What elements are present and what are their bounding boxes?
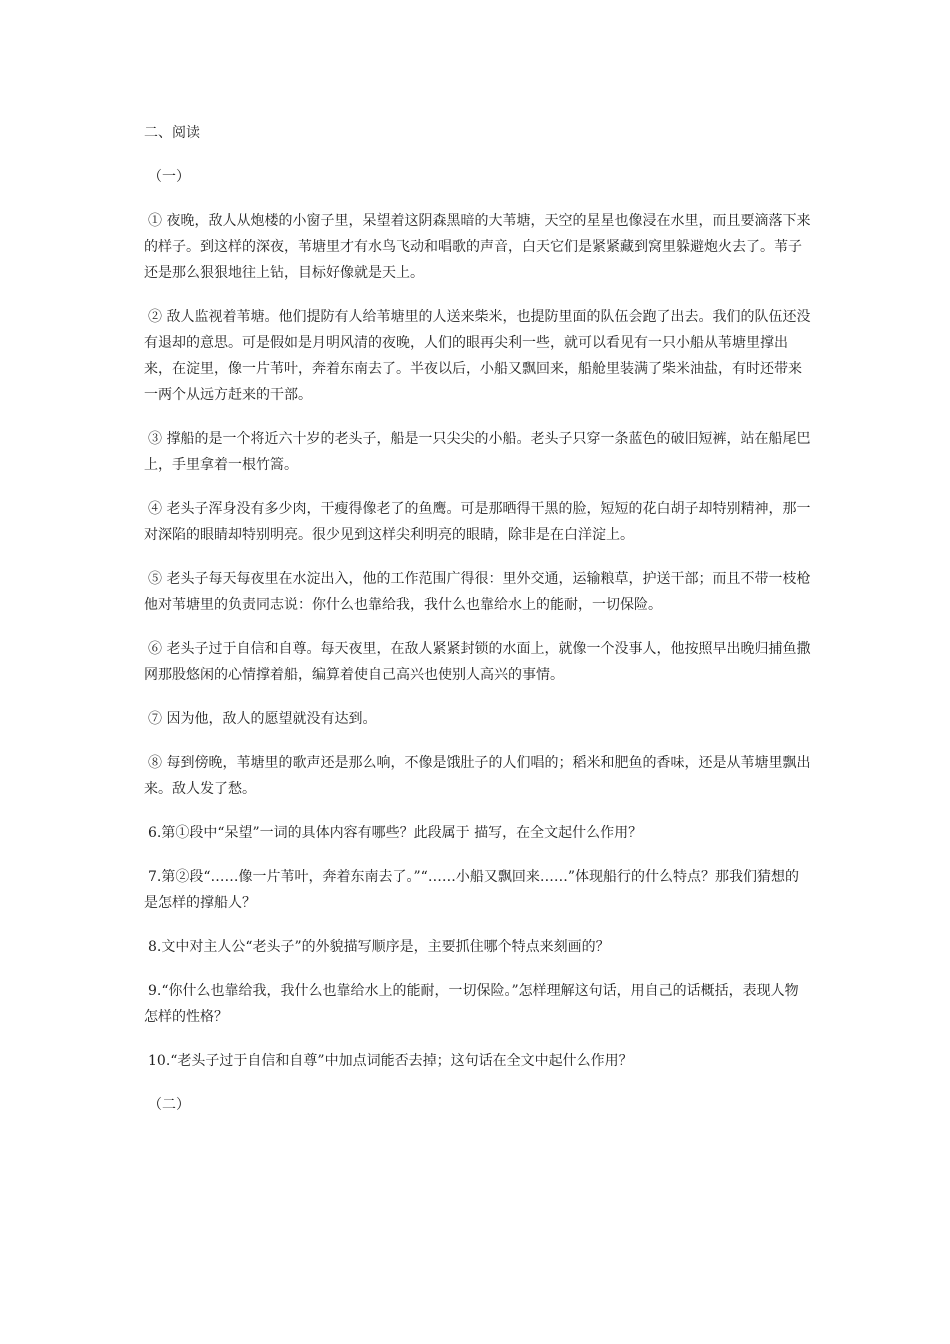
- section-title: 二、阅读: [144, 125, 200, 141]
- paragraph-7: ⑦ 因为他，敌人的愿望就没有达到。: [148, 711, 377, 727]
- paragraph-1: ① 夜晚，敌人从炮楼的小窗子里，呆望着这阴森黑暗的大苇塘，天空的星星也像浸在水里，而且要滴落下来的样子。到这样的深夜，苇塘里才有水鸟飞动和唱歌的声音，白天它们是紧紧藏到窝里躲避炮火去了。苇子还是那么狠狠地往上钻，目标好像就是天上。: [144, 213, 811, 281]
- paragraph-5: ⑤ 老头子每天每夜里在水淀出入，他的工作范围广得很：里外交通，运输粮草，护送干部；而且不带一枝枪他对苇塘里的负责同志说：你什么也靠给我，我什么也靠给水上的能耐，一切保险。: [144, 571, 811, 613]
- question-8: 8.文中对主人公“老头子”的外貌描写顺序是，主要抓住哪个特点来刻画的？: [148, 939, 610, 955]
- part-one-label: （一）: [148, 169, 190, 185]
- paragraph-8: ⑧ 每到傍晚，苇塘里的歌声还是那么响，不像是饿肚子的人们唱的；稻米和肥鱼的香味，还是从苇塘里飘出来。敌人发了愁。: [144, 755, 811, 797]
- paragraph-3: ③ 撑船的是一个将近六十岁的老头子，船是一只尖尖的小船。老头子只穿一条蓝色的破旧短裤，站在船尾巴上，手里拿着一根竹篙。: [144, 431, 811, 473]
- part-two-label: （二）: [148, 1097, 190, 1113]
- question-6: 6.第①段中“呆望”一词的具体内容有哪些？此段属于 描写，在全文起什么作用？: [148, 825, 643, 841]
- question-7: 7.第②段“……像一片苇叶，奔着东南去了。”“……小船又飘回来……”体现船行的什么特点？那我们猜想的是怎样的撑船人？: [144, 869, 799, 911]
- paragraph-2: ② 敌人监视着苇塘。他们提防有人给苇塘里的人送来柴米，也提防里面的队伍会跑了出去。我们的队伍还没有退却的意思。可是假如是月明风清的夜晚，人们的眼再尖利一些，就可以看见有一只小船从苇塘里撑出来，在淀里，像一片苇叶，奔着东南去了。半夜以后，小船又飘回来，船舱里装满了柴米油盐，有时还带来一两个从远方赶来的干部。: [144, 309, 811, 403]
- paragraph-6: ⑥ 老头子过于自信和自尊。每天夜里，在敌人紧紧封锁的水面上，就像一个没事人，他按照早出晚归捕鱼撒网那股悠闲的心情撑着船，编算着使自己高兴也使别人高兴的事情。: [144, 641, 811, 683]
- question-9: 9.“你什么也靠给我，我什么也靠给水上的能耐，一切保险。”怎样理解这句话，用自己的话概括，表现人物怎样的性格？: [144, 983, 799, 1025]
- document-page: [144, 120, 812, 1136]
- paragraph-4: ④ 老头子浑身没有多少肉，干瘦得像老了的鱼鹰。可是那晒得干黑的脸，短短的花白胡子却特别精神，那一对深陷的眼睛却特别明亮。很少见到这样尖利明亮的眼睛，除非是在白洋淀上。: [144, 501, 811, 543]
- question-10: 10.“老头子过于自信和自尊”中加点词能否去掉；这句话在全文中起什么作用？: [148, 1053, 633, 1069]
